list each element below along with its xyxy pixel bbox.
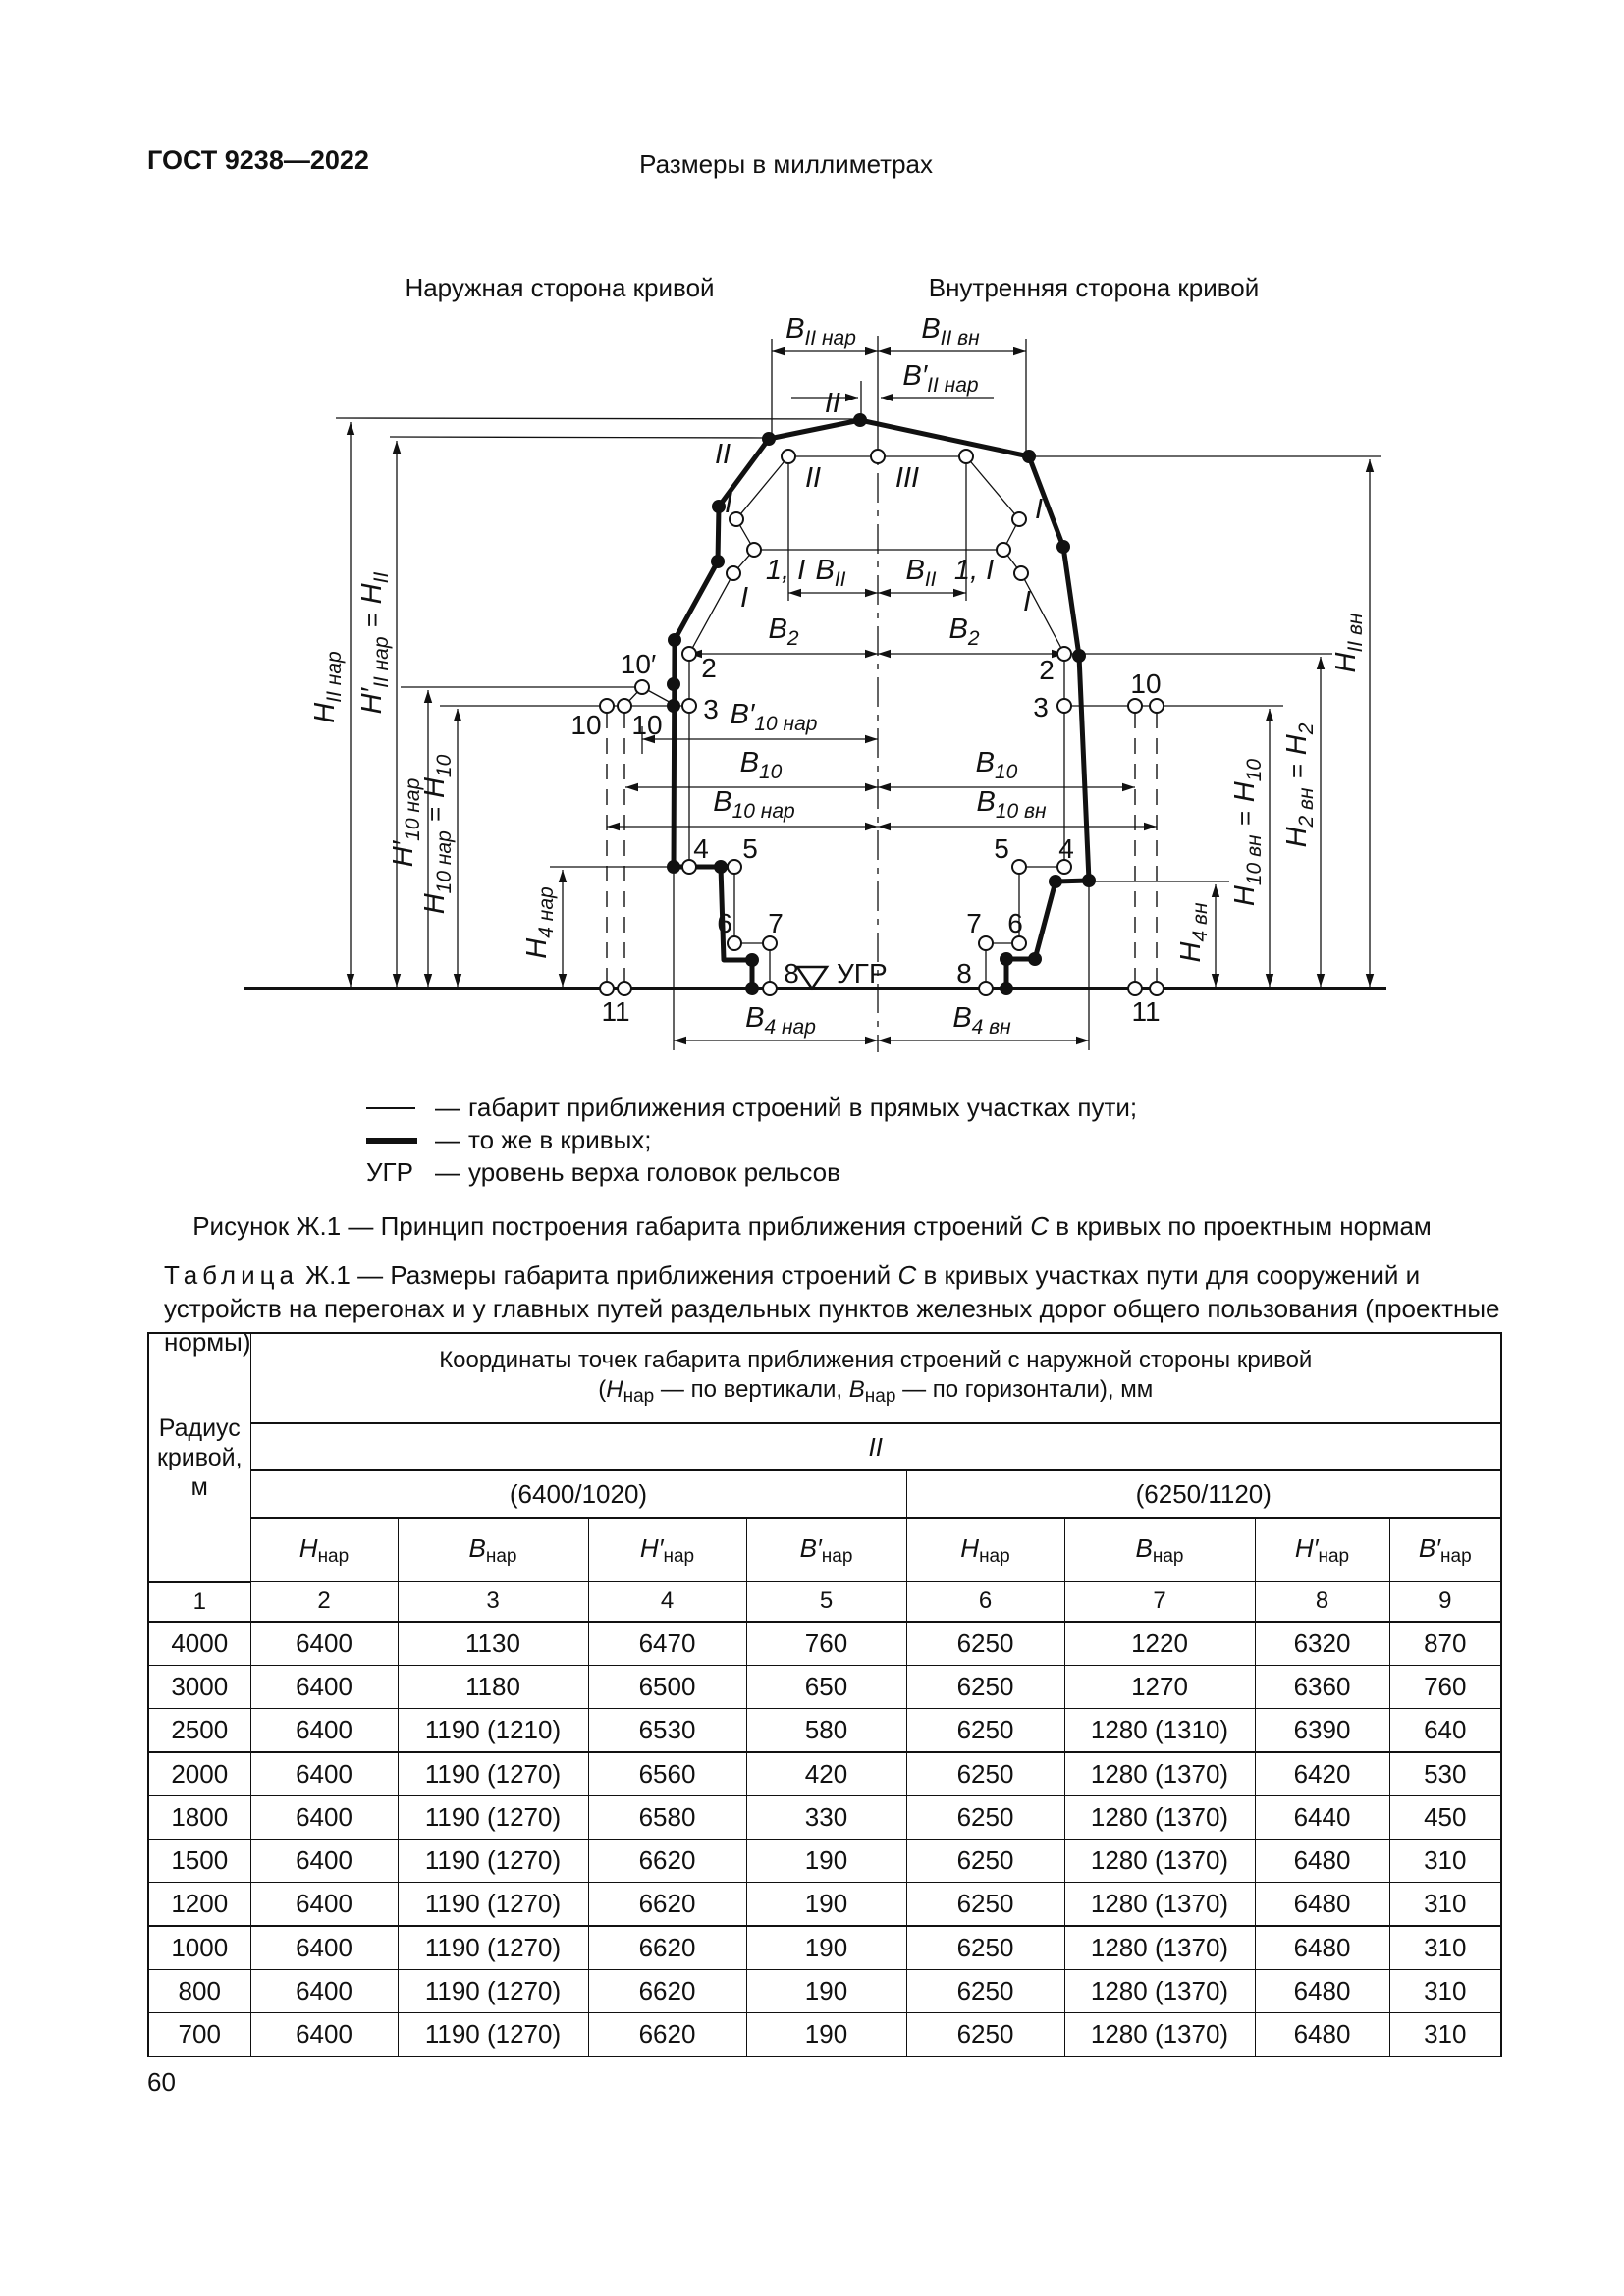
dim-b4nar-label: $B_{4 нар}$ <box>745 1002 816 1039</box>
table-header-coords-row <box>148 1333 1501 1423</box>
dim-hIIvn-label: $H_{II вн}$ <box>1330 613 1367 673</box>
dim-b2-right-label: $B_2$ <box>948 614 980 650</box>
dim-b10nar-label: $B_{10 нар}$ <box>713 786 795 823</box>
svg-text:6: 6 <box>1007 908 1023 938</box>
col-header-1: $H_{нар}$ <box>250 1518 398 1582</box>
table-row: 1500 6400 1190 (1270) 6620 190 6250 1280 (1370) 6480 310 <box>148 1839 1501 1882</box>
svg-text:10: 10 <box>631 710 663 740</box>
coords-l2a: ( <box>598 1375 607 1403</box>
table-row: 800 6400 1190 (1270) 6620 190 6250 1280 (1370) 6480 310 <box>148 1969 1501 2012</box>
svg-text:7: 7 <box>768 908 784 938</box>
svg-text:8: 8 <box>956 958 972 988</box>
table-row: 1000 6400 1190 (1270) 6620 190 6250 1280 (1370) 6480 310 <box>148 1926 1501 1970</box>
dim-hprime10nar-label: $H'_{10 нар}$ <box>388 777 424 868</box>
svg-text:10: 10 <box>570 710 602 740</box>
variant-right-cell: (6250/1120) <box>906 1470 1501 1518</box>
svg-text:3: 3 <box>703 694 719 724</box>
coords-l2f: нар <box>864 1385 896 1407</box>
svg-text:6: 6 <box>717 908 732 938</box>
dim-hIInar-label: $H_{II нар}$ <box>309 651 346 723</box>
svg-text:3: 3 <box>1033 692 1049 722</box>
table-row: 1200 6400 1190 (1270) 6620 190 6250 1280 (1370) 6480 310 <box>148 1882 1501 1926</box>
svg-text:8: 8 <box>784 958 799 988</box>
dim-bprime10-label: $B'_{10 нар}$ <box>730 699 818 735</box>
dim-bprime2top-label: $B'_{II нар}$ <box>902 360 979 397</box>
legend-dash: — <box>435 1157 460 1187</box>
svg-text:I: I <box>739 582 749 614</box>
coords-l2c: нар <box>623 1385 655 1407</box>
num-cell: 4 <box>588 1582 746 1622</box>
coords-l2d: — по вертикали, <box>654 1375 849 1403</box>
table-title-word: Таблица <box>164 1260 298 1290</box>
legend-dash: — <box>435 1125 460 1154</box>
table-header-cols-row <box>148 1518 1501 1582</box>
zone-roman-labels <box>715 439 1043 617</box>
col-header-4: $B'_{нар}$ <box>746 1518 906 1582</box>
svg-text:10′: 10′ <box>620 649 657 679</box>
svg-text:11: 11 <box>601 996 630 1027</box>
svg-text:I: I <box>1022 586 1032 617</box>
svg-text:5: 5 <box>742 833 758 864</box>
document-number: ГОСТ 9238—2022 <box>147 145 369 175</box>
coords-l2e: B <box>848 1375 865 1403</box>
svg-text:4: 4 <box>1058 833 1074 864</box>
col-header-2: $B_{нар}$ <box>398 1518 588 1582</box>
dim-b10vn-label: $B_{10 вн}$ <box>976 786 1047 823</box>
radius-header-cell: Радиус кривой, м <box>148 1333 250 1582</box>
num-cell: 3 <box>398 1582 588 1622</box>
rail-level-mark-icon <box>797 967 827 988</box>
col-header-8: $B'_{нар}$ <box>1389 1518 1501 1582</box>
dim-h10nar-label: $H_{10 нар}=H_{10}$ <box>419 754 456 915</box>
table-title-italic: С <box>897 1260 917 1290</box>
thick-line-sample-icon <box>366 1138 417 1144</box>
figure-caption-italic: С <box>1030 1211 1050 1241</box>
vertical-dimension-lines <box>351 422 1370 987</box>
svg-text:II: II <box>804 462 822 494</box>
page-number: 60 <box>147 2067 176 2097</box>
svg-text:1, I: 1, I <box>953 555 995 586</box>
col-header-3: $H'_{нар}$ <box>588 1518 746 1582</box>
dim-b10-right-label: $B_{10}$ <box>975 747 1018 783</box>
dim-h4vn-label: $H_{4 вн}$ <box>1175 902 1212 963</box>
inner-side-header: Внутренняя сторона кривой <box>928 273 1260 302</box>
svg-text:III: III <box>894 462 920 494</box>
table-numbering-row <box>148 1582 1501 1622</box>
legend-row-straight <box>366 1092 1137 1124</box>
group-II-cell: II <box>250 1423 1501 1470</box>
dim-bII-left-label: $B_{II}$ <box>815 555 846 591</box>
dimensions-table <box>147 1332 1502 2057</box>
dim-b2-left-label: $B_2$ <box>768 614 799 650</box>
dim-h4nar-label: $H_{4 нар}$ <box>521 886 558 959</box>
table-row: 1800 6400 1190 (1270) 6580 330 6250 1280 (1370) 6440 450 <box>148 1795 1501 1839</box>
coords-l2g: — по горизонтали), мм <box>895 1375 1154 1403</box>
svg-text:2: 2 <box>1039 655 1055 685</box>
table-row: 4000 6400 1130 6470 760 6250 1220 6320 870 <box>148 1622 1501 1666</box>
legend-row-curve <box>366 1124 1137 1156</box>
table-row: 2500 6400 1190 (1210) 6530 580 6250 1280 (1310) 6390 640 <box>148 1708 1501 1752</box>
coords-header-line1: Координаты точек габарита приближения строений с наружной стороны кривой <box>439 1346 1313 1373</box>
figure-caption-text: Рисунок Ж.1 — Принцип построения габарита приближения строений <box>192 1211 1031 1241</box>
num-cell: 1 <box>148 1582 250 1622</box>
clearance-gauge-diagram <box>0 0 1624 1065</box>
extension-lines <box>336 339 1381 1050</box>
dim-h10vn-label: $H_{10 вн}=H_{10}$ <box>1229 758 1266 907</box>
svg-text:7: 7 <box>966 908 982 938</box>
point-II-peak-label: II <box>824 388 840 419</box>
straight-gauge-point-markers <box>600 450 1164 995</box>
svg-text:4: 4 <box>693 833 709 864</box>
legend-ugr-key: УГР <box>366 1157 413 1187</box>
num-cell: 7 <box>1064 1582 1255 1622</box>
variant-left-cell: (6400/1020) <box>250 1470 906 1518</box>
num-cell: 2 <box>250 1582 398 1622</box>
dim-bII-right-label: $B_{II}$ <box>905 555 937 591</box>
outer-side-header: Наружная сторона кривой <box>405 273 715 302</box>
svg-text:2: 2 <box>701 653 717 683</box>
dim-b4vn-label: $B_{4 вн}$ <box>952 1002 1011 1039</box>
dim-b2top-inner-label: $B_{II вн}$ <box>921 313 980 349</box>
table-row: 3000 6400 1180 6500 650 6250 1270 6360 760 <box>148 1665 1501 1708</box>
units-note: Размеры в миллиметрах <box>639 149 933 179</box>
figure-caption <box>0 1211 1624 1242</box>
table-header-variant-row <box>148 1470 1501 1518</box>
svg-text:10: 10 <box>1130 668 1162 699</box>
coords-l2b: H <box>606 1375 623 1403</box>
dim-hprimeIInar-label: $H'_{II нар}=H_{II}$ <box>356 571 393 715</box>
rail-level-mark-label: УГР <box>837 958 888 988</box>
dim-b10-left-label: $B_{10}$ <box>739 747 783 783</box>
coords-header-cell <box>250 1333 1501 1423</box>
table-header-group-row <box>148 1423 1501 1470</box>
table-row: 2000 6400 1190 (1270) 6560 420 6250 1280 (1370) 6420 530 <box>148 1752 1501 1796</box>
svg-text:I: I <box>1034 494 1044 525</box>
table-title-post: в кривых участках пути для сооружений и устройств на перегонах и у главных путей раздельных пунктов железных дорог общего пользования (проектные нормы) <box>164 1260 1500 1357</box>
svg-text:1, I: 1, I <box>765 555 806 586</box>
thin-line-sample-icon <box>366 1107 415 1109</box>
col-header-5: $H_{нар}$ <box>906 1518 1064 1582</box>
legend-row-ugr <box>366 1156 1137 1189</box>
svg-text:5: 5 <box>994 833 1009 864</box>
table-row: 700 6400 1190 (1270) 6620 190 6250 1280 (1370) 6480 310 <box>148 2012 1501 2056</box>
dim-b2top-outer-label: $B_{II нар}$ <box>785 313 856 349</box>
svg-text:11: 11 <box>1131 996 1161 1027</box>
col-header-6: $B_{нар}$ <box>1064 1518 1255 1582</box>
legend-dash: — <box>435 1093 460 1122</box>
dim-h2vn-label: $H_{2 вн}=H_2$ <box>1281 722 1318 848</box>
col-header-7: $H'_{нар}$ <box>1255 1518 1389 1582</box>
num-cell: 8 <box>1255 1582 1389 1622</box>
table-title-rest: Ж.1 — Размеры габарита приближения строений <box>298 1260 898 1290</box>
num-cell: 6 <box>906 1582 1064 1622</box>
svg-text:I: I <box>724 488 733 519</box>
legend-straight-label: габарит приближения строений в прямых участках пути; <box>468 1093 1138 1122</box>
svg-text:II: II <box>714 439 731 470</box>
figure-caption-tail: в кривых по проектным нормам <box>1049 1211 1432 1241</box>
legend-curve-label: то же в кривых; <box>468 1125 652 1154</box>
num-cell: 5 <box>746 1582 906 1622</box>
num-cell: 9 <box>1389 1582 1501 1622</box>
legend-ugr-label: уровень верха головок рельсов <box>468 1157 840 1187</box>
legend <box>366 1092 1137 1189</box>
